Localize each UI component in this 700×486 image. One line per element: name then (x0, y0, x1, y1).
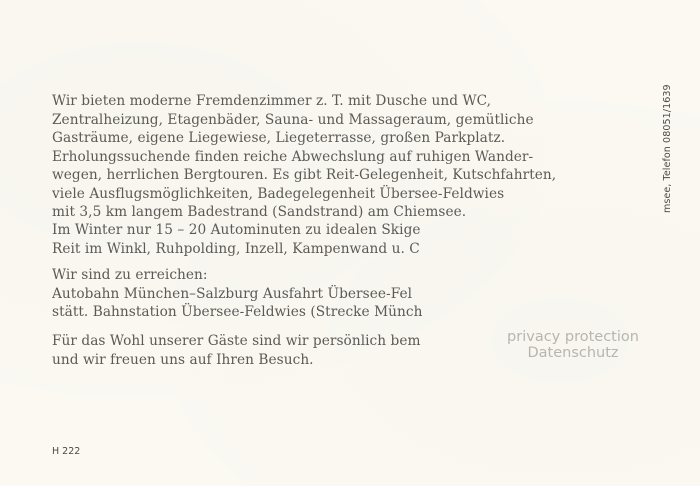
text-line: Zentralheizung, Etagenbäder, Sauna- und Massageraum, gemütliche (52, 111, 534, 128)
watermark-line-1: privacy protection (507, 329, 639, 345)
text-line: wegen, herrlichen Bergtouren. Es gibt Reit-Gelegenheit, Kutschfahrten, (52, 167, 557, 183)
watermark-line-2: Datenschutz (527, 344, 619, 361)
text-line: Reit im Winkl, Ruhpolding, Inzell, Kampenwand u. C (52, 240, 420, 257)
text-line: Wir bieten moderne Fremdenzimmer z. T. mit Dusche und WC, (52, 93, 492, 109)
text-line: viele Ausflugsmöglichkeiten, Badegelegenheit Übersee-Feldwies (52, 185, 505, 202)
text-line: Für das Wohl unserer Gäste sind wir persönlich bem (52, 333, 421, 349)
text-line: mit 3,5 km langem Badestrand (Sandstrand) am Chiemsee. (52, 204, 467, 220)
intro-paragraph (52, 92, 612, 222)
text-line: Im Winter nur 15 – 20 Autominuten zu idealen Skige (52, 222, 421, 238)
text-line: Gasträume, eigene Liegewiese, Liegeterrasse, großen Parkplatz. (52, 130, 506, 146)
winter-paragraph (52, 221, 450, 258)
text-line: Erholungssuchende finden reiche Abwechslung auf ruhigen Wander- (52, 148, 534, 165)
privacy-watermark (497, 330, 649, 361)
text-line: Autobahn München–Salzburg Ausfahrt Übersee-Fel (52, 285, 413, 302)
text-line: stätt. Bahnstation Übersee-Feldwies (Strecke Münch (52, 304, 423, 320)
print-code: H 222 (52, 446, 81, 457)
closing-paragraph (52, 332, 450, 369)
directions-paragraph (52, 266, 450, 322)
side-contact-text: msee, Telefon 08051/1639 (662, 84, 673, 213)
text-line: Wir sind zu erreichen: (52, 267, 208, 283)
text-line: und wir freuen uns auf Ihren Besuch. (52, 351, 314, 368)
